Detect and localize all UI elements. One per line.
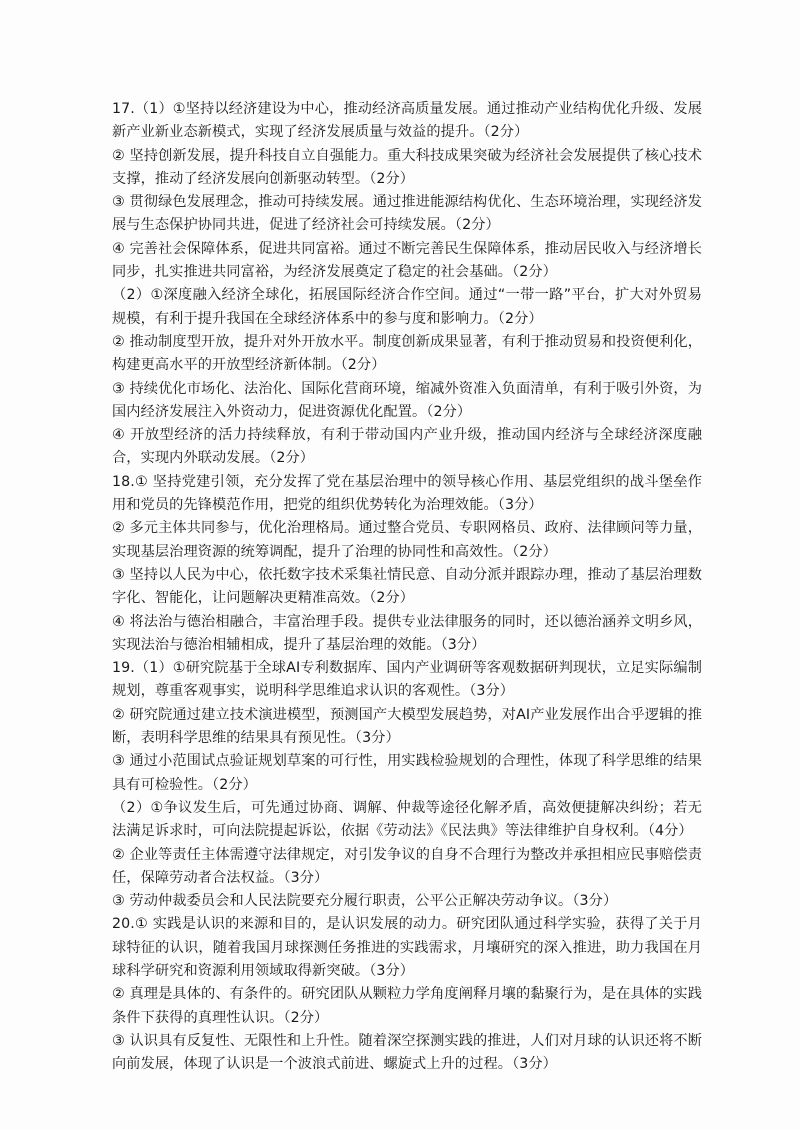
answer-17-2-item-3: ③ 持续优化市场化、法治化、国际化营商环境，缩减外资准入负面清单，有利于吸引外资，为国内经济发展注入外资动力，促进资源优化配置。（2分） — [112, 380, 702, 420]
answer-17-2-item-2: ② 推动制度型开放，提升对外开放水平。制度创新成果显著，有利于推动贸易和投资便利化，构建更高水平的开放型经济新体制。（2分） — [112, 333, 702, 374]
answer-18-item-1: 18.① 坚持党建引领，充分发挥了党在基层治理中的领导核心作用、基层党组织的战斗堡垒作用和党员的先锋模范作用，把党的组织优势转化为治理效能。（3分） — [112, 473, 702, 514]
answer-17-1-item-1: 17.（1）①坚持以经济建设为中心，推动经济高质量发展。通过推动产业结构优化升级、发展新产业新业态新模式，实现了经济发展质量与效益的提升。（2分） — [112, 101, 702, 141]
answer-17-2-item-4: ④ 开放型经济的活力持续释放，有利于带动国内产业升级，推动国内经济与全球经济深度融合，实现内外联动发展。（2分） — [112, 427, 702, 467]
answer-text — [112, 98, 702, 1076]
answer-19-2-item-1: （2）①争议发生后，可先通过协商、调解、仲裁等途径化解矛盾，高效便捷解决纠纷；若无法满足诉求时，可向法院提起诉讼，依据《劳动法》《民法典》等法律维护自身权利。（4分） — [112, 799, 702, 840]
answer-19-1-item-1: 19.（1）①研究院基于全球AI专利数据库、国内产业调研等客观数据研判现状，立足实际编制规划，尊重客观事实，说明科学思维追求认识的客观性。（3分） — [112, 660, 702, 700]
answer-18-item-2: ② 多元主体共同参与，优化治理格局。通过整合党员、专职网格员、政府、法律顾问等力量，实现基层治理资源的统筹调配，提升了治理的协同性和高效性。（2分） — [112, 520, 702, 560]
answer-20-item-3: ③ 认识具有反复性、无限性和上升性。随着深空探测实践的推进，人们对月球的认识还将不断向前发展，体现了认识是一个波浪式前进、螺旋式上升的过程。（3分） — [112, 1032, 702, 1073]
answer-19-1-item-3: ③ 通过小范围试点验证规划草案的可行性，用实践检验规划的合理性，体现了科学思维的结果具有可检验性。（2分） — [112, 753, 702, 793]
answer-19-1-item-2: ② 研究院通过建立技术演进模型，预测国产大模型发展趋势，对AI产业发展作出合乎逻辑的推断，表明科学思维的结果具有预见性。（3分） — [112, 706, 702, 747]
answer-18-item-3: ③ 坚持以人民为中心，依托数字技术采集社情民意、自动分派并跟踪办理，推动了基层治理数字化、智能化，让问题解决更精准高效。（2分） — [112, 566, 702, 607]
answer-19-2-item-2: ② 企业等责任主体需遵守法律规定，对引发争议的自身不合理行为整改并承担相应民事赔偿责任，保障劳动者合法权益。（3分） — [112, 846, 702, 886]
answer-17-2-item-1: （2）①深度融入经济全球化，拓展国际经济合作空间。通过“一带一路”平台，扩大对外贸易规模，有利于提升我国在全球经济体系中的参与度和影响力。（2分） — [112, 287, 702, 327]
answer-17-1-item-2: ② 坚持创新发展，提升科技自立自强能力。重大科技成果突破为经济社会发展提供了核心技术支撑，推动了经济发展向创新驱动转型。（2分） — [112, 147, 702, 187]
answer-17-1-item-4: ④ 完善社会保障体系，促进共同富裕。通过不断完善民生保障体系，推动居民收入与经济增长同步，扎实推进共同富裕，为经济发展奠定了稳定的社会基础。（2分） — [112, 240, 702, 281]
answer-20-item-2: ② 真理是具体的、有条件的。研究团队从颗粒力学角度阐释月壤的黏聚行为，是在具体的实践条件下获得的真理性认识。（2分） — [112, 986, 702, 1026]
answer-18-item-4: ④ 将法治与德治相融合，丰富治理手段。提供专业法律服务的同时，还以德治涵养文明乡风，实现法治与德治相辅相成，提升了基层治理的效能。（3分） — [112, 613, 702, 653]
answer-17-1-item-3: ③ 贯彻绿色发展理念，推动可持续发展。通过推进能源结构优化、生态环境治理，实现经济发展与生态保护协同共进，促进了经济社会可持续发展。（2分） — [112, 194, 702, 234]
answer-20-item-1: 20.① 实践是认识的来源和目的，是认识发展的动力。研究团队通过科学实验，获得了关于月球特征的认识，随着我国月球探测任务推进的实践需求，月壤研究的深入推进，助力我国在月球科学研究和资源利用领域取得新突破。（3分） — [112, 916, 702, 979]
answer-19-2-item-3: ③ 劳动仲裁委员会和人民法院要充分履行职责，公平公正解决劳动争议。（3分） — [112, 893, 618, 910]
